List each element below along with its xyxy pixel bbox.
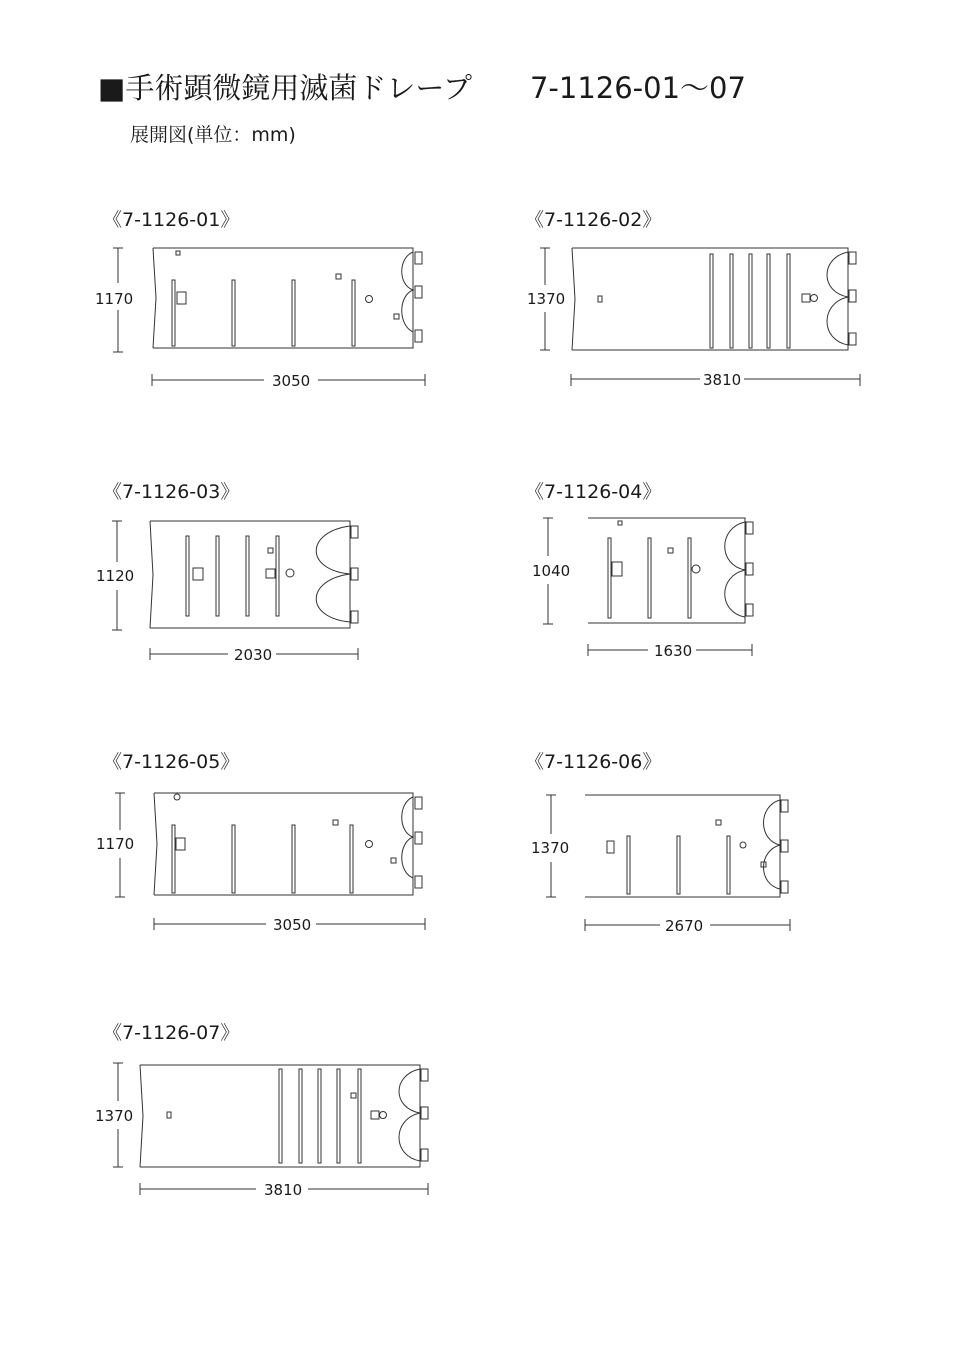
product-code-range: 7-1126-01～07	[529, 71, 746, 105]
drape-3-length: 2030	[234, 646, 273, 664]
drape-5-height: 1170	[96, 835, 135, 853]
drape-1-drawing	[113, 248, 425, 386]
drape-4-height: 1040	[532, 562, 571, 580]
drape-4-drawing	[543, 518, 753, 656]
drape-3-label: 《7-1126-03》	[103, 481, 240, 503]
drape-7-label: 《7-1126-07》	[103, 1022, 240, 1044]
drape-4-label: 《7-1126-04》	[525, 481, 662, 503]
drape-2-label: 《7-1126-02》	[525, 209, 662, 231]
drape-5-length: 3050	[273, 916, 312, 934]
drape-3-height: 1120	[96, 567, 135, 585]
drape-2-height: 1370	[527, 290, 566, 308]
drape-2-drawing	[540, 248, 860, 386]
drape-1-label: 《7-1126-01》	[103, 209, 240, 231]
drape-6-length: 2670	[665, 917, 704, 935]
drape-5-drawing	[115, 793, 425, 930]
drape-4-length: 1630	[654, 642, 693, 660]
drape-6-drawing	[546, 795, 790, 931]
drape-5-label: 《7-1126-05》	[103, 751, 240, 773]
drape-3-drawing	[112, 521, 358, 660]
drape-7-height: 1370	[95, 1107, 134, 1125]
title-text: ■手術顕微鏡用滅菌ドレープ	[98, 71, 472, 105]
drape-1-height: 1170	[95, 290, 134, 308]
drape-2-length: 3810	[703, 371, 742, 389]
drape-6-height: 1370	[531, 839, 570, 857]
page-subtitle: 展開図(単位：mm)	[130, 124, 296, 146]
drape-1-length: 3050	[272, 372, 311, 390]
drape-7-drawing	[113, 1063, 428, 1195]
drape-7-length: 3810	[264, 1181, 303, 1199]
drape-6-label: 《7-1126-06》	[525, 751, 662, 773]
